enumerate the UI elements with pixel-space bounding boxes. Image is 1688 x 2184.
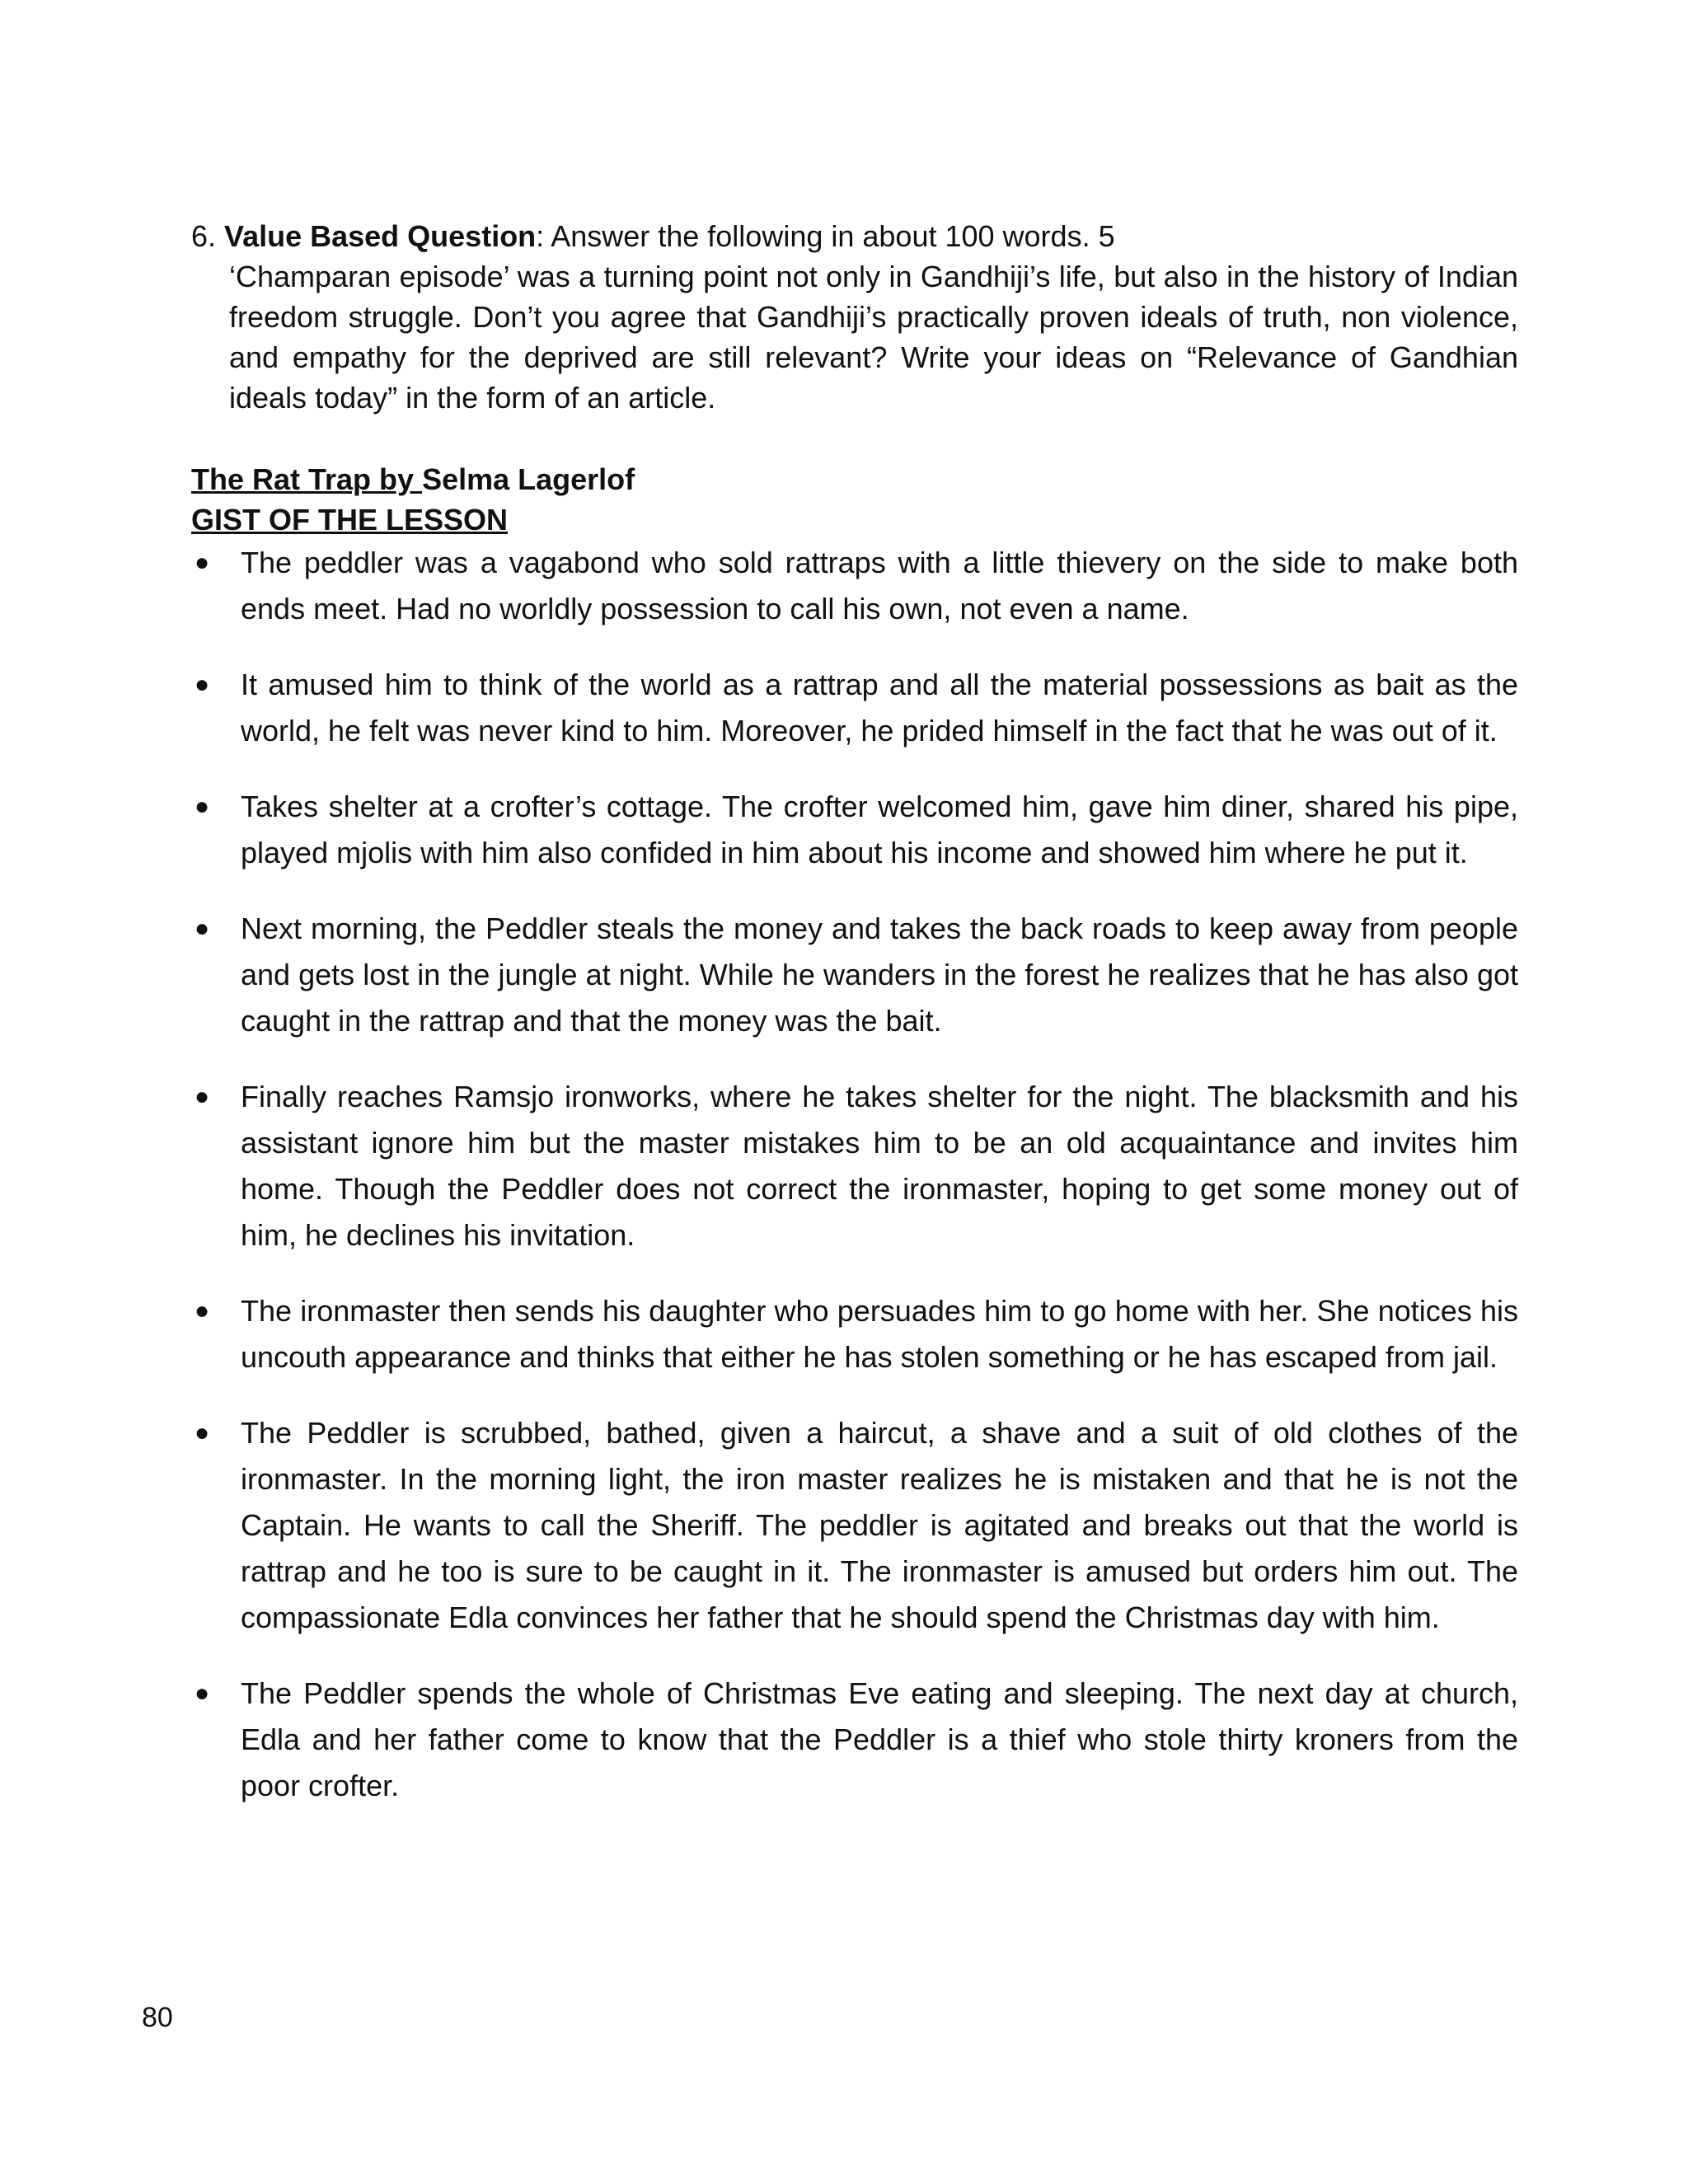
- question-label: Value Based Question: [224, 219, 537, 253]
- gist-item-text: The peddler was a vagabond who sold rattraps with a little thievery on the side to make both ends meet. Had no worldly possession to call his own, not even a name.: [241, 546, 1518, 626]
- gist-item: [191, 1671, 1518, 1809]
- question-number: 6.: [191, 219, 217, 253]
- page-number: 80: [142, 2002, 173, 2033]
- gist-item-text: Next morning, the Peddler steals the money and takes the back roads to keep away from people and gets lost in the jungle at night. While he wanders in the forest he realizes that he has also got caught in the rattrap and that the money was the bait.: [241, 912, 1518, 1038]
- gist-item-text: The Peddler spends the whole of Christmas Eve eating and sleeping. The next day at church, Edla and her father come to know that the Peddler is a thief who stole thirty kroners from the poor crofter.: [241, 1676, 1518, 1802]
- lesson-title-underlined: The Rat Trap by: [191, 462, 423, 496]
- bullet-icon: ●: [195, 1419, 210, 1446]
- lesson-author: Selma Lagerlof: [422, 462, 635, 496]
- gist-item: [191, 1410, 1518, 1641]
- gist-list: [191, 540, 1518, 1809]
- bullet-icon: ●: [195, 915, 210, 942]
- gist-item-text: It amused him to think of the world as a rattrap and all the material possessions as bait as the world, he felt was never kind to him. Moreover, he prided himself in the fact that he was out of it.: [241, 668, 1518, 748]
- question-body: ‘Champaran episode’ was a turning point not only in Gandhiji’s life, but also in the history of Indian freedom struggle. Don’t you agree that Gandhiji’s practically proven ideals of truth, non violence, and empathy for the deprived are still relevant? Write your ideas on “Relevance of Gandhian ideals today” in the form of an article.: [229, 260, 1518, 415]
- gist-item-text: The ironmaster then sends his daughter who persuades him to go home with her. She notices his uncouth appearance and thinks that either he has stolen something or he has escaped from jail.: [241, 1294, 1518, 1374]
- gist-item-text: Takes shelter at a crofter’s cottage. The crofter welcomed him, gave him diner, shared his pipe, played mjolis with him also confided in him about his income and showed him where he put it.: [241, 790, 1518, 869]
- gist-item: [191, 1074, 1518, 1258]
- lesson-section: [191, 459, 1518, 1839]
- gist-item-text: The Peddler is scrubbed, bathed, given a haircut, a shave and a suit of old clothes of the ironmaster. In the morning light, the iron master realizes he is mistaken and that he is not the Captain. He wants to call the Sheriff. The peddler is agitated and breaks out that the world is rattrap and he too is sure to be caught in it. The ironmaster is amused but orders him out. The compassionate Edla convinces her father that he should spend the Christmas day with him.: [241, 1416, 1518, 1634]
- bullet-icon: ●: [195, 549, 210, 576]
- bullet-icon: ●: [195, 1083, 210, 1110]
- gist-item: [191, 906, 1518, 1044]
- lesson-subtitle: GIST OF THE LESSON: [191, 503, 509, 537]
- bullet-icon: ●: [195, 1297, 210, 1324]
- bullet-icon: ●: [195, 1680, 210, 1707]
- question-instruction: : Answer the following in about 100 words. 5: [536, 219, 1115, 253]
- gist-item: [191, 1288, 1518, 1380]
- gist-item: [191, 540, 1518, 632]
- value-based-question: [191, 216, 1518, 418]
- bullet-icon: ●: [195, 793, 210, 820]
- lesson-title: [191, 459, 1518, 499]
- question-heading: [191, 216, 1518, 256]
- gist-item: [191, 784, 1518, 876]
- gist-item: [191, 662, 1518, 754]
- bullet-icon: ●: [195, 671, 210, 698]
- gist-item-text: Finally reaches Ramsjo ironworks, where he takes shelter for the night. The blacksmith and his assistant ignore him but the master mistakes him to be an old acquaintance and invites him home. Though the Peddler does not correct the ironmaster, hoping to get some money out of him, he declines his invitation.: [241, 1080, 1518, 1252]
